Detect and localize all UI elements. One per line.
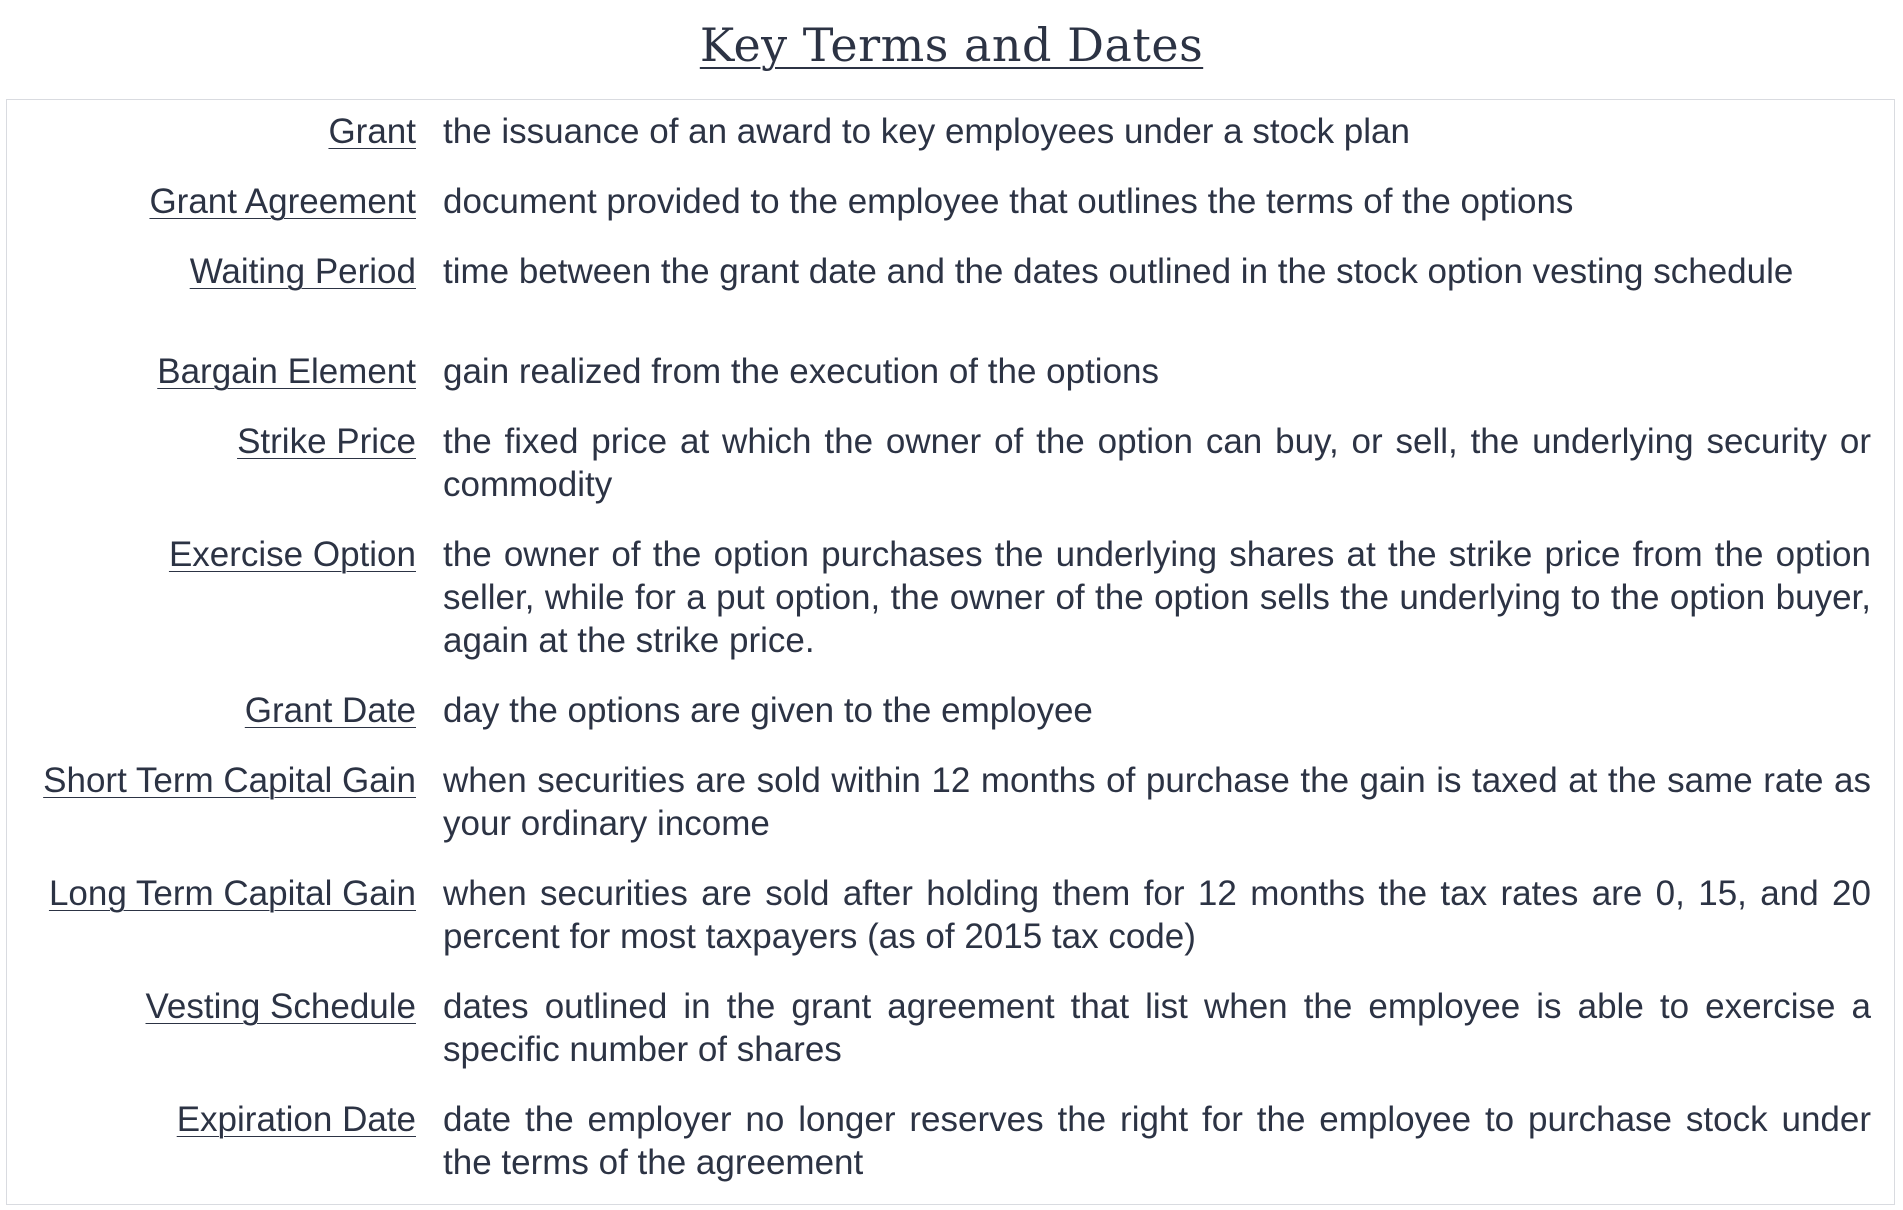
term-label: Grant — [328, 112, 416, 151]
term-definition: dates outlined in the grant agreement that list when the employee is able to exercise a specific number of shares — [443, 987, 1871, 1069]
term-label: Short Term Capital Gain — [43, 761, 416, 800]
page-title: Key Terms and Dates — [699, 18, 1204, 72]
term-label: Grant Date — [244, 691, 416, 730]
term-label: Bargain Element — [157, 352, 416, 391]
term-label: Waiting Period — [189, 252, 416, 291]
term-definition: when securities are sold within 12 months of purchase the gain is taxed at the same rate as your ordinary income — [443, 761, 1871, 843]
glossary-row-grant-agreement — [7, 180, 1894, 223]
glossary-row-short-term-capital-gain — [7, 759, 1894, 845]
glossary-row-strike-price — [7, 420, 1894, 506]
term-definition: when securities are sold after holding them for 12 months the tax rates are 0, 15, and 20 percent for most taxpayers (as of 2015 tax code) — [443, 874, 1871, 956]
glossary-row-vesting-schedule — [7, 985, 1894, 1071]
term-label: Exercise Option — [168, 535, 416, 574]
term-definition: the fixed price at which the owner of the option can buy, or sell, the underlying security or commodity — [443, 422, 1871, 504]
glossary-row-exercise-option — [7, 533, 1894, 662]
term-definition: gain realized from the execution of the options — [443, 352, 1159, 391]
glossary-row-waiting-period — [7, 250, 1894, 293]
glossary-row-expiration-date — [7, 1098, 1894, 1184]
term-label: Strike Price — [237, 422, 416, 461]
glossary-row-grant — [7, 110, 1894, 153]
term-label: Long Term Capital Gain — [48, 874, 416, 913]
term-label: Vesting Schedule — [145, 987, 416, 1026]
term-definition: the owner of the option purchases the underlying shares at the strike price from the option seller, while for a put option, the owner of the option sells the underlying to the option buyer, again at the strike price. — [443, 535, 1871, 660]
glossary-row-long-term-capital-gain — [7, 872, 1894, 958]
glossary-row-bargain-element — [7, 350, 1894, 393]
term-definition: time between the grant date and the dates outlined in the stock option vesting schedule — [443, 252, 1794, 291]
term-definition: the issuance of an award to key employees under a stock plan — [443, 112, 1410, 151]
glossary-row-grant-date — [7, 689, 1894, 732]
term-definition: date the employer no longer reserves the right for the employee to purchase stock under the terms of the agreement — [443, 1100, 1871, 1182]
term-definition: day the options are given to the employee — [443, 691, 1093, 730]
glossary-table — [6, 99, 1895, 1205]
term-label: Expiration Date — [176, 1100, 416, 1139]
term-label: Grant Agreement — [149, 182, 416, 221]
term-definition: document provided to the employee that outlines the terms of the options — [443, 182, 1574, 221]
page-header — [0, 18, 1903, 72]
